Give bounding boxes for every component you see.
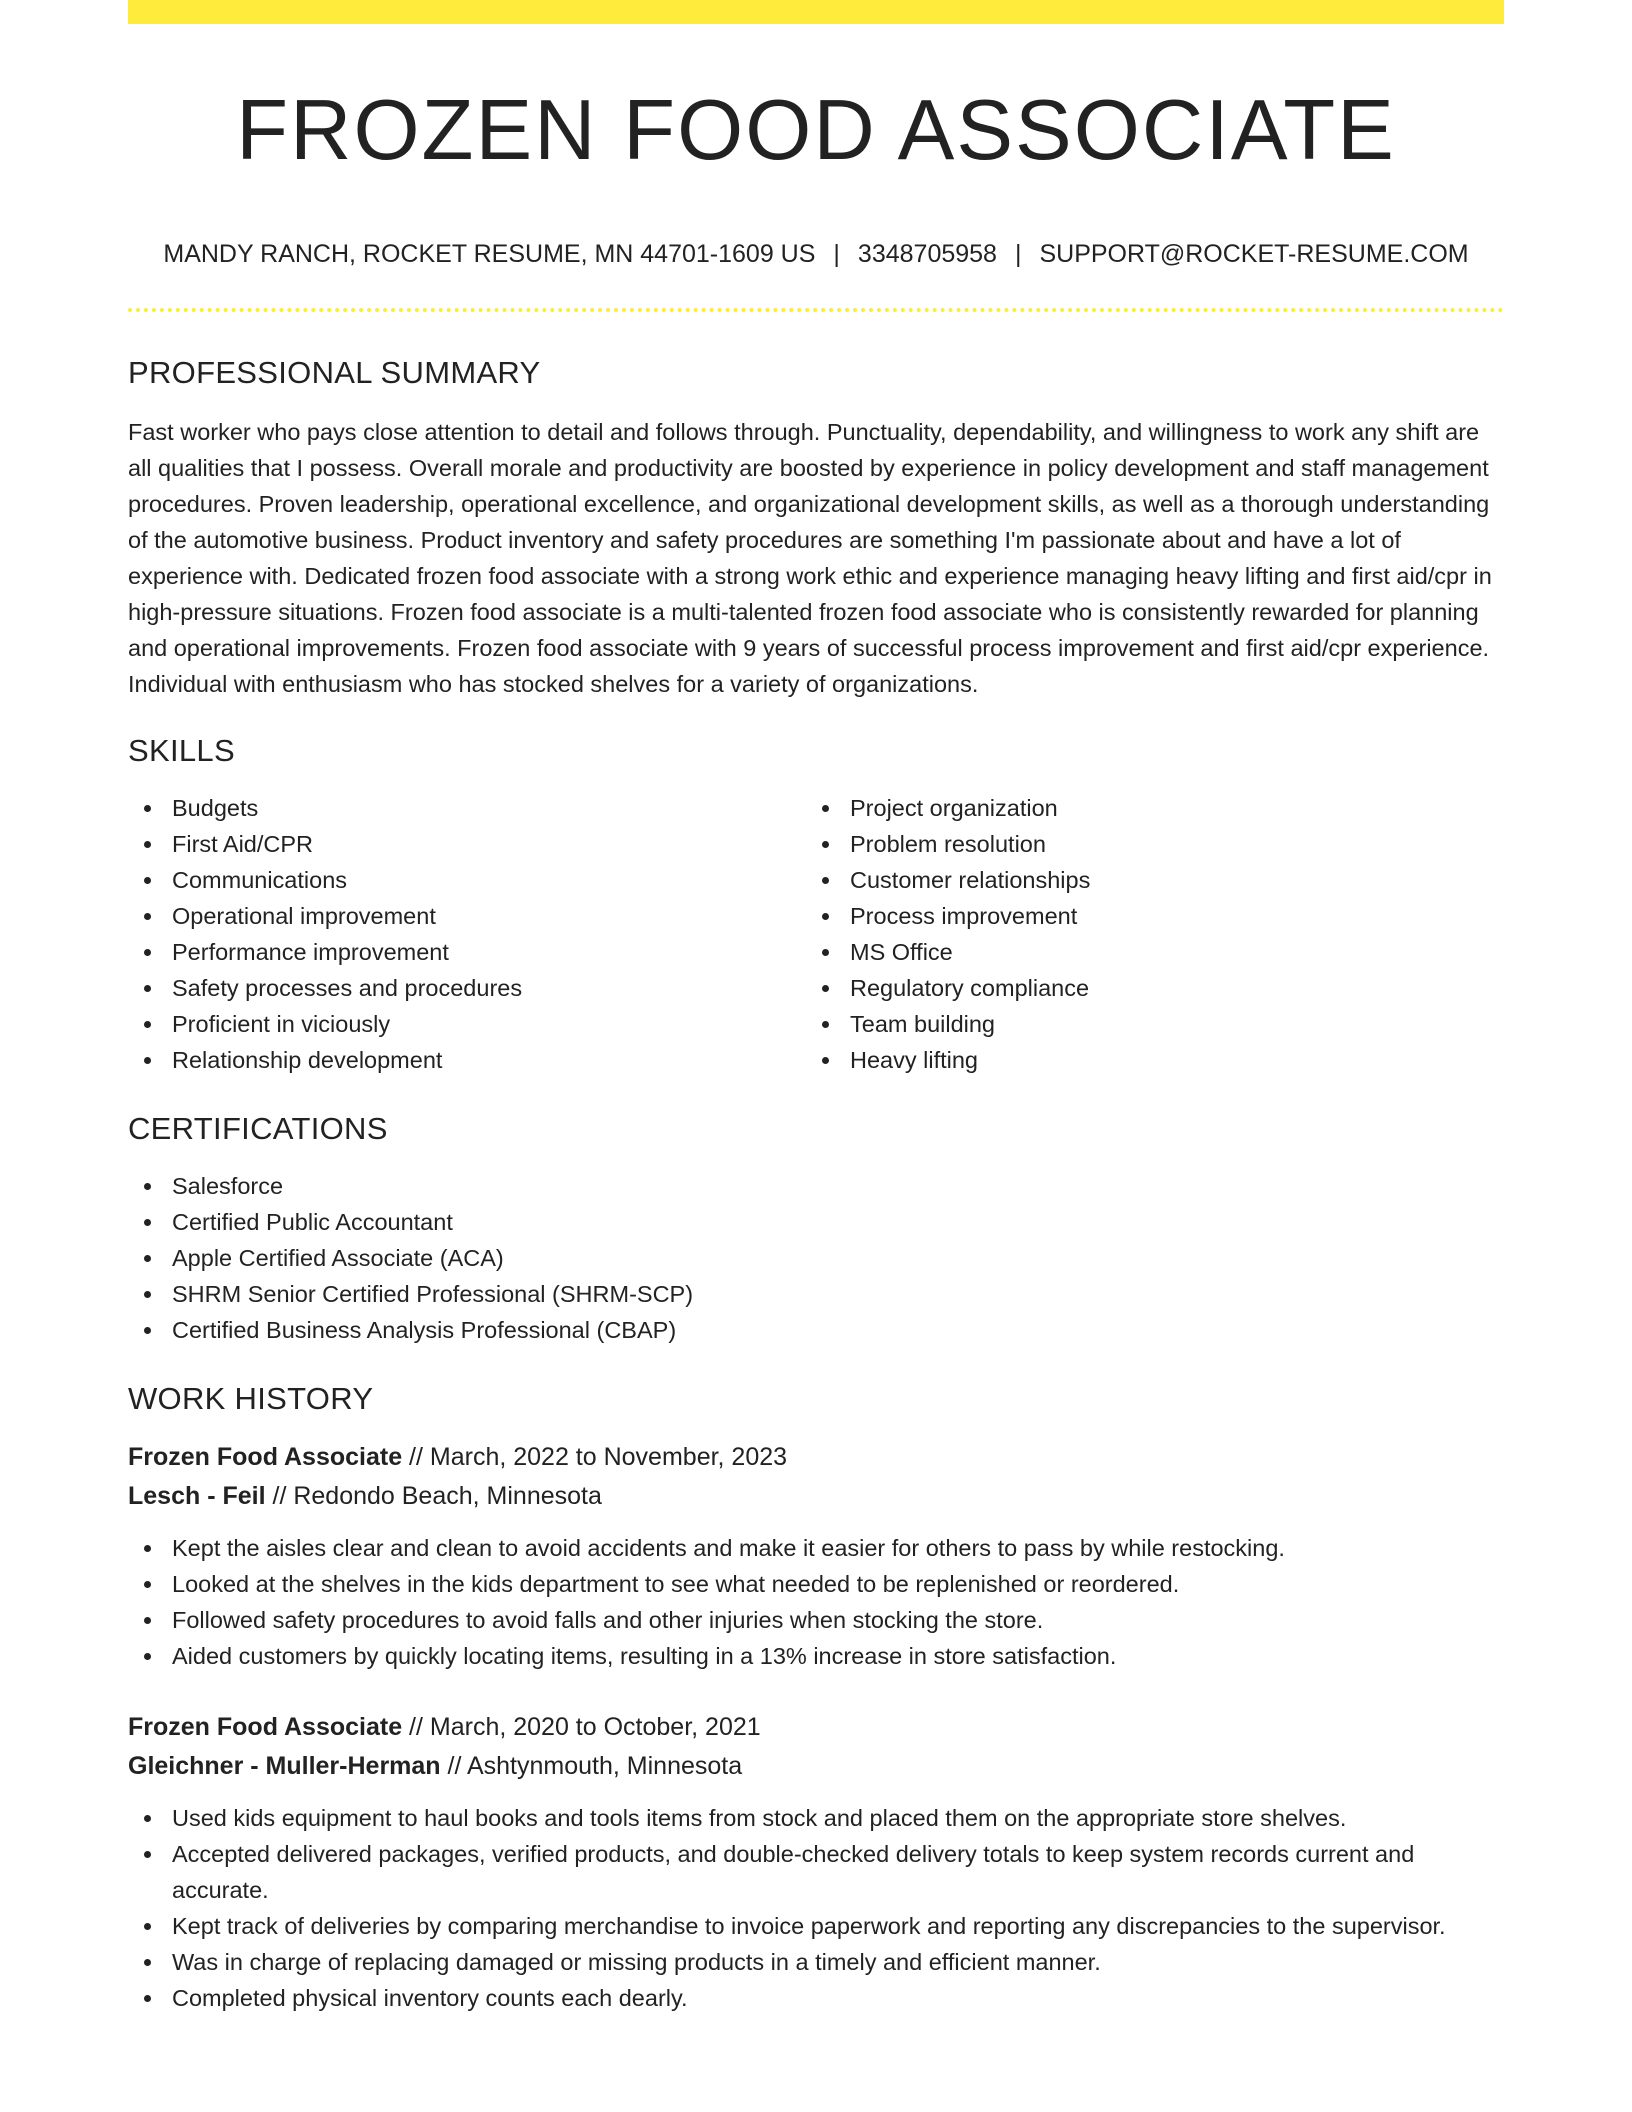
certification-item: Apple Certified Associate (ACA) xyxy=(128,1240,1504,1276)
contact-phone: 3348705958 xyxy=(857,240,997,268)
certification-item: Certified Public Accountant xyxy=(128,1204,1504,1240)
job-duty-item: Used kids equipment to haul books and tools items from stock and placed them on the appropriate store shelves. xyxy=(128,1800,1504,1836)
job-duties-list xyxy=(128,1530,1504,1674)
job-entry xyxy=(128,1438,1504,1674)
job-dates: // March, 2020 to October, 2021 xyxy=(402,1713,761,1741)
skills-columns xyxy=(128,790,1504,1078)
contact-email: SUPPORT@ROCKET-RESUME.COM xyxy=(1039,240,1469,268)
dotted-divider xyxy=(128,308,1504,312)
contact-separator: | xyxy=(833,240,840,268)
skills-heading: SKILLS xyxy=(128,733,235,768)
job-duty-item: Followed safety procedures to avoid falls and other injuries when stocking the store. xyxy=(128,1602,1504,1638)
certifications-list xyxy=(128,1168,1504,1348)
job-duty-item: Accepted delivered packages, verified products, and double-checked delivery totals to keep system records current and accurate. xyxy=(128,1836,1504,1908)
job-duties-list xyxy=(128,1800,1504,2016)
skill-item: Regulatory compliance xyxy=(806,970,1484,1006)
job-company: Gleichner - Muller-Herman xyxy=(128,1752,441,1780)
skill-item: MS Office xyxy=(806,934,1484,970)
job-duty-item: Looked at the shelves in the kids department to see what needed to be replenished or reordered. xyxy=(128,1566,1504,1602)
job-duty-item: Kept track of deliveries by comparing merchandise to invoice paperwork and reporting any discrepancies to the supervisor. xyxy=(128,1908,1504,1944)
top-accent-bar xyxy=(128,0,1504,24)
job-title: Frozen Food Associate xyxy=(128,1443,403,1471)
job-location: // Redondo Beach, Minnesota xyxy=(265,1482,602,1510)
job-entry xyxy=(128,1708,1504,2016)
skills-column-right xyxy=(806,790,1484,1078)
skill-item: Budgets xyxy=(128,790,806,826)
job-title-line xyxy=(128,1708,1504,1747)
certification-item: SHRM Senior Certified Professional (SHRM-SCP) xyxy=(128,1276,1504,1312)
skills-column-left xyxy=(128,790,806,1078)
job-company: Lesch - Feil xyxy=(128,1482,266,1510)
skill-item: Relationship development xyxy=(128,1042,806,1078)
skill-item: Safety processes and procedures xyxy=(128,970,806,1006)
job-company-line xyxy=(128,1747,1504,1786)
job-company-line xyxy=(128,1477,1504,1516)
certification-item: Certified Business Analysis Professional (CBAP) xyxy=(128,1312,1504,1348)
skill-item: Performance improvement xyxy=(128,934,806,970)
job-title: Frozen Food Associate xyxy=(128,1713,403,1741)
job-title-line xyxy=(128,1438,1504,1477)
contact-address: MANDY RANCH, ROCKET RESUME, MN 44701-1609 US xyxy=(163,240,816,268)
skill-item: Communications xyxy=(128,862,806,898)
work-history-heading: WORK HISTORY xyxy=(128,1381,374,1416)
skill-item: Operational improvement xyxy=(128,898,806,934)
skill-item: Project organization xyxy=(806,790,1484,826)
resume-title: FROZEN FOOD ASSOCIATE xyxy=(236,83,1396,178)
job-dates: // March, 2022 to November, 2023 xyxy=(402,1443,788,1471)
summary-text: Fast worker who pays close attention to detail and follows through. Punctuality, dependability, and willingness to work any shift are all qualities that I possess. Overall morale and productivity are boosted by experience in policy development and staff management procedures. Proven leadership, operational excellence, and organizational development skills, as well as a thorough understanding of the automotive business. Product inventory and safety procedures are something I'm passionate about and have a lot of experience with. Dedicated frozen food associate with a strong work ethic and experience managing heavy lifting and first aid/cpr in high-pressure situations. Frozen food associate is a multi-talented frozen food associate who is consistently rewarded for planning and operational improvements. Frozen food associate with 9 years of successful process improvement and first aid/cpr experience. Individual with enthusiasm who has stocked shelves for a variety of organizations. xyxy=(128,419,1492,697)
skills-list-left xyxy=(128,790,806,1078)
skill-item: Problem resolution xyxy=(806,826,1484,862)
skill-item: Proficient in viciously xyxy=(128,1006,806,1042)
job-duty-item: Aided customers by quickly locating items, resulting in a 13% increase in store satisfaction. xyxy=(128,1638,1504,1674)
skill-item: First Aid/CPR xyxy=(128,826,806,862)
job-duty-item: Kept the aisles clear and clean to avoid accidents and make it easier for others to pass by while restocking. xyxy=(128,1530,1504,1566)
job-duty-item: Completed physical inventory counts each dearly. xyxy=(128,1980,1504,2016)
skill-item: Customer relationships xyxy=(806,862,1484,898)
contact-line xyxy=(128,238,1504,270)
skill-item: Heavy lifting xyxy=(806,1042,1484,1078)
skill-item: Process improvement xyxy=(806,898,1484,934)
summary-heading: PROFESSIONAL SUMMARY xyxy=(128,355,541,390)
skill-item: Team building xyxy=(806,1006,1484,1042)
contact-separator: | xyxy=(1014,240,1022,268)
certifications-heading: CERTIFICATIONS xyxy=(128,1111,388,1146)
certification-item: Salesforce xyxy=(128,1168,1504,1204)
job-location: // Ashtynmouth, Minnesota xyxy=(440,1752,743,1780)
skills-list-right xyxy=(806,790,1484,1078)
job-duty-item: Was in charge of replacing damaged or missing products in a timely and efficient manner. xyxy=(128,1944,1504,1980)
